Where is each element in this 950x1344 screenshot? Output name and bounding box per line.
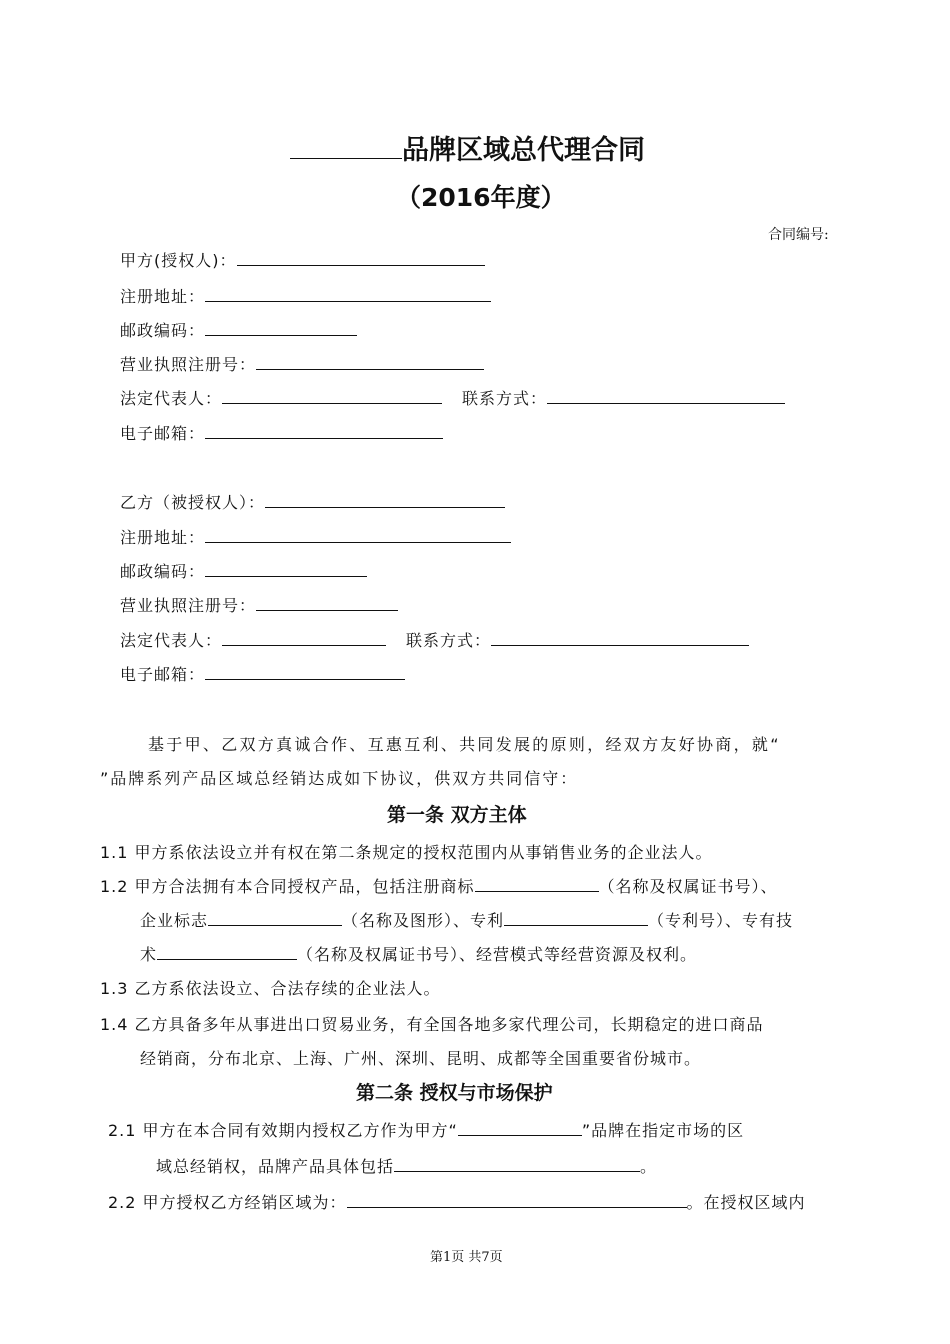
party-a-email-row: 电子邮箱：: [120, 421, 443, 444]
party-b-license-field[interactable]: [256, 594, 398, 611]
brand-field[interactable]: [458, 1119, 582, 1136]
party-a-license-field[interactable]: [256, 353, 484, 370]
intro-line-2: ”品牌系列产品区域总经销达成如下协议，供双方共同信守：: [100, 769, 579, 788]
clause-2-1-line-1: 2.1 甲方在本合同有效期内授权乙方作为甲方“ ”品牌在指定市场的区: [108, 1121, 745, 1140]
patent-field[interactable]: [504, 909, 648, 926]
clause-1-1: 1.1 甲方系依法设立并有权在第二条规定的授权范围内从事销售业务的企业法人。: [100, 843, 713, 862]
clause-2-1-line-2: 域总经销权，品牌产品具体包括 。: [156, 1157, 658, 1176]
products-field[interactable]: [394, 1155, 640, 1172]
intro-line-1: 基于甲、乙双方真诚合作、互惠互利、共同发展的原则，经双方友好协商，就“: [148, 735, 781, 754]
party-a-postcode-field[interactable]: [205, 319, 357, 336]
party-b-contact-field[interactable]: [491, 629, 749, 646]
page-footer: 第1页 共7页: [430, 1250, 503, 1265]
party-b-rep-row: 法定代表人： 联系方式：: [120, 628, 749, 651]
clause-2-2-line-1: 2.2 甲方授权乙方经销区域为： 。在授权区域内: [108, 1193, 806, 1212]
article-1-heading: 第一条 双方主体: [387, 804, 527, 826]
party-a-contact-field[interactable]: [547, 387, 785, 404]
party-b-postcode-row: 邮政编码：: [120, 559, 367, 582]
party-a-address-field[interactable]: [205, 285, 491, 302]
clause-1-2-line-2: 企业标志 （名称及图形）、专利 （专利号）、专有技: [140, 911, 794, 930]
party-b-name-row: 乙方（被授权人）：: [120, 490, 505, 513]
party-a-postcode-row: 邮政编码：: [120, 318, 357, 341]
party-b-email-row: 电子邮箱：: [120, 662, 405, 685]
contract-number-label: 合同编号:: [768, 227, 829, 243]
party-b-address-field[interactable]: [205, 526, 511, 543]
party-a-rep-row: 法定代表人： 联系方式：: [120, 386, 785, 409]
article-2-heading: 第二条 授权与市场保护: [356, 1082, 553, 1104]
trademark-field[interactable]: [475, 875, 599, 892]
technology-field[interactable]: [157, 943, 297, 960]
party-b-email-field[interactable]: [205, 663, 405, 680]
clause-1-3: 1.3 乙方系依法设立、合法存续的企业法人。: [100, 979, 441, 998]
party-b-postcode-field[interactable]: [205, 560, 367, 577]
contract-title: 品牌区域总代理合同: [290, 128, 645, 167]
brand-name-blank[interactable]: [290, 132, 402, 159]
party-b-name-field[interactable]: [265, 491, 505, 508]
party-a-name-row: 甲方(授权人)：: [120, 248, 485, 271]
clause-1-4-line-2: 经销商，分布北京、上海、广州、深圳、昆明、成都等全国重要省份城市。: [140, 1049, 702, 1068]
party-a-email-field[interactable]: [205, 422, 443, 439]
clause-1-2-line-1: 1.2 甲方合法拥有本合同授权产品，包括注册商标 （名称及权属证书号）、: [100, 877, 778, 896]
contract-year: （2016年度）: [396, 183, 566, 212]
logo-field[interactable]: [208, 909, 342, 926]
party-b-license-row: 营业执照注册号：: [120, 593, 398, 616]
party-a-address-row: 注册地址：: [120, 284, 491, 307]
party-b-address-row: 注册地址：: [120, 525, 511, 548]
party-a-rep-field[interactable]: [222, 387, 442, 404]
party-b-rep-field[interactable]: [222, 629, 386, 646]
party-a-name-field[interactable]: [237, 249, 485, 266]
region-field[interactable]: [347, 1191, 687, 1208]
party-a-license-row: 营业执照注册号：: [120, 352, 484, 375]
clause-1-2-line-3: 术 （名称及权属证书号）、经营模式等经营资源及权利。: [140, 945, 698, 964]
clause-1-4-line-1: 1.4 乙方具备多年从事进出口贸易业务，有全国各地多家代理公司，长期稳定的进口商品: [100, 1015, 764, 1034]
